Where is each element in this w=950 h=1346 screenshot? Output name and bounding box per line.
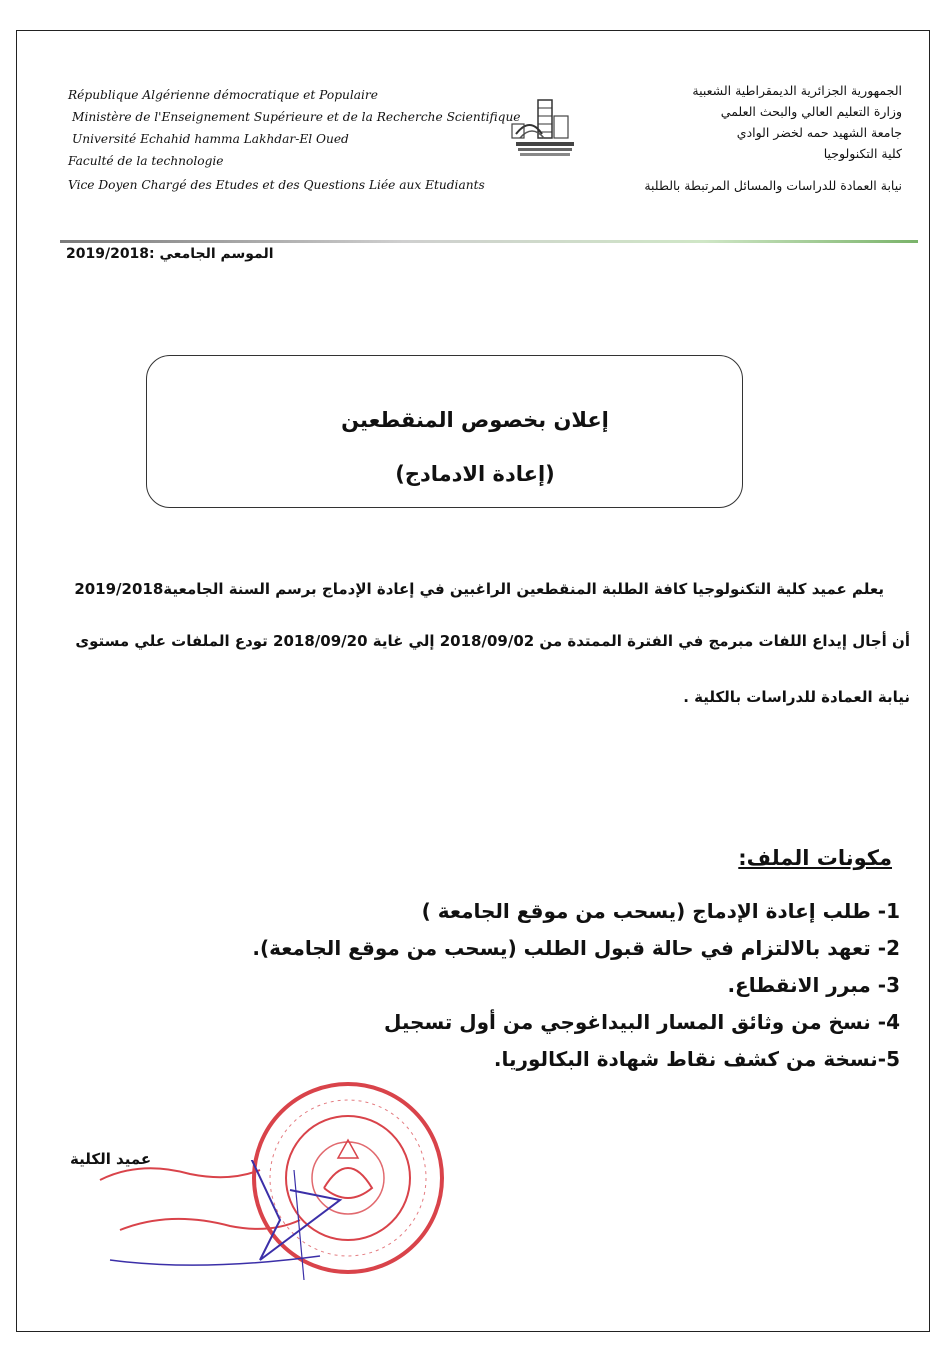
header-ar-university: جامعة الشهيد حمه لخضر الوادي bbox=[736, 125, 902, 140]
vice-dean-arabic: نيابة العمادة للدراسات والمسائل المرتبطة بالطلبة bbox=[644, 178, 902, 193]
announcement-title: إعلان بخصوص المنقطعين bbox=[341, 408, 609, 432]
vice-dean-french: Vice Doyen Chargé des Etudes et des Questions Liée aux Etudiants bbox=[68, 178, 485, 192]
university-logo bbox=[508, 94, 580, 160]
page-border bbox=[16, 30, 930, 1332]
header-fr-faculty: Faculté de la technologie bbox=[68, 154, 224, 168]
file-components-list bbox=[252, 893, 900, 1078]
header-fr-university: Université Echahid hamma Lakhdar-El Oued bbox=[72, 132, 349, 146]
header-ar-faculty: كلية التكنولوجيا bbox=[823, 146, 902, 161]
list-item: 4- نسخ من وثائق المسار البيداغوجي من أول تسجيل bbox=[384, 1010, 900, 1034]
academic-season: الموسم الجامعي :2019/2018 bbox=[66, 246, 274, 262]
header-divider bbox=[60, 240, 918, 243]
list-item: 3- مبرر الانقطاع. bbox=[727, 973, 900, 997]
header-ar-republic: الجمهورية الجزائرية الديمقراطية الشعبية bbox=[692, 83, 902, 98]
announcement-subtitle: (إعادة الادمادج) bbox=[395, 462, 555, 486]
header-fr-republic: République Algérienne démocratique et Populaire bbox=[68, 88, 378, 102]
list-item: 5-نسخة من كشف نقاط شهادة البكالوريا. bbox=[493, 1047, 900, 1071]
body-line-3: نيابة العمادة للدراسات بالكلية . bbox=[683, 688, 910, 706]
header-ar-ministry: وزارة التعليم العالي والبحث العلمي bbox=[720, 104, 902, 119]
header-fr-ministry: Ministère de l'Enseignement Supérieure et de la Recherche Scientifique bbox=[72, 110, 521, 124]
body-line-2: أن أجال إيداع اللفات مبرمج في الفترة الممتدة من 2018/09/02 إلي غاية 2018/09/20 تودع الملفات علي مستوى bbox=[75, 632, 910, 650]
handwritten-signature bbox=[80, 1160, 380, 1280]
list-item: 1- طلب إعادة الإدماج (يسحب من موقع الجامعة ) bbox=[421, 899, 900, 923]
body-line-1: يعلم عميد كلية التكنولوجيا كافة الطلبة المنقطعين الراغبين في إعادة الإدماج برسم السنة الجامعية2019/2018 bbox=[74, 580, 884, 598]
header-french bbox=[68, 84, 521, 172]
list-item: 2- تعهد بالالتزام في حالة قبول الطلب (يسحب من موقع الجامعة). bbox=[252, 936, 900, 960]
file-components-heading: مكونات الملف: bbox=[738, 846, 892, 870]
dean-label: عميد الكلية bbox=[70, 1150, 152, 1168]
header-arabic bbox=[582, 80, 902, 164]
